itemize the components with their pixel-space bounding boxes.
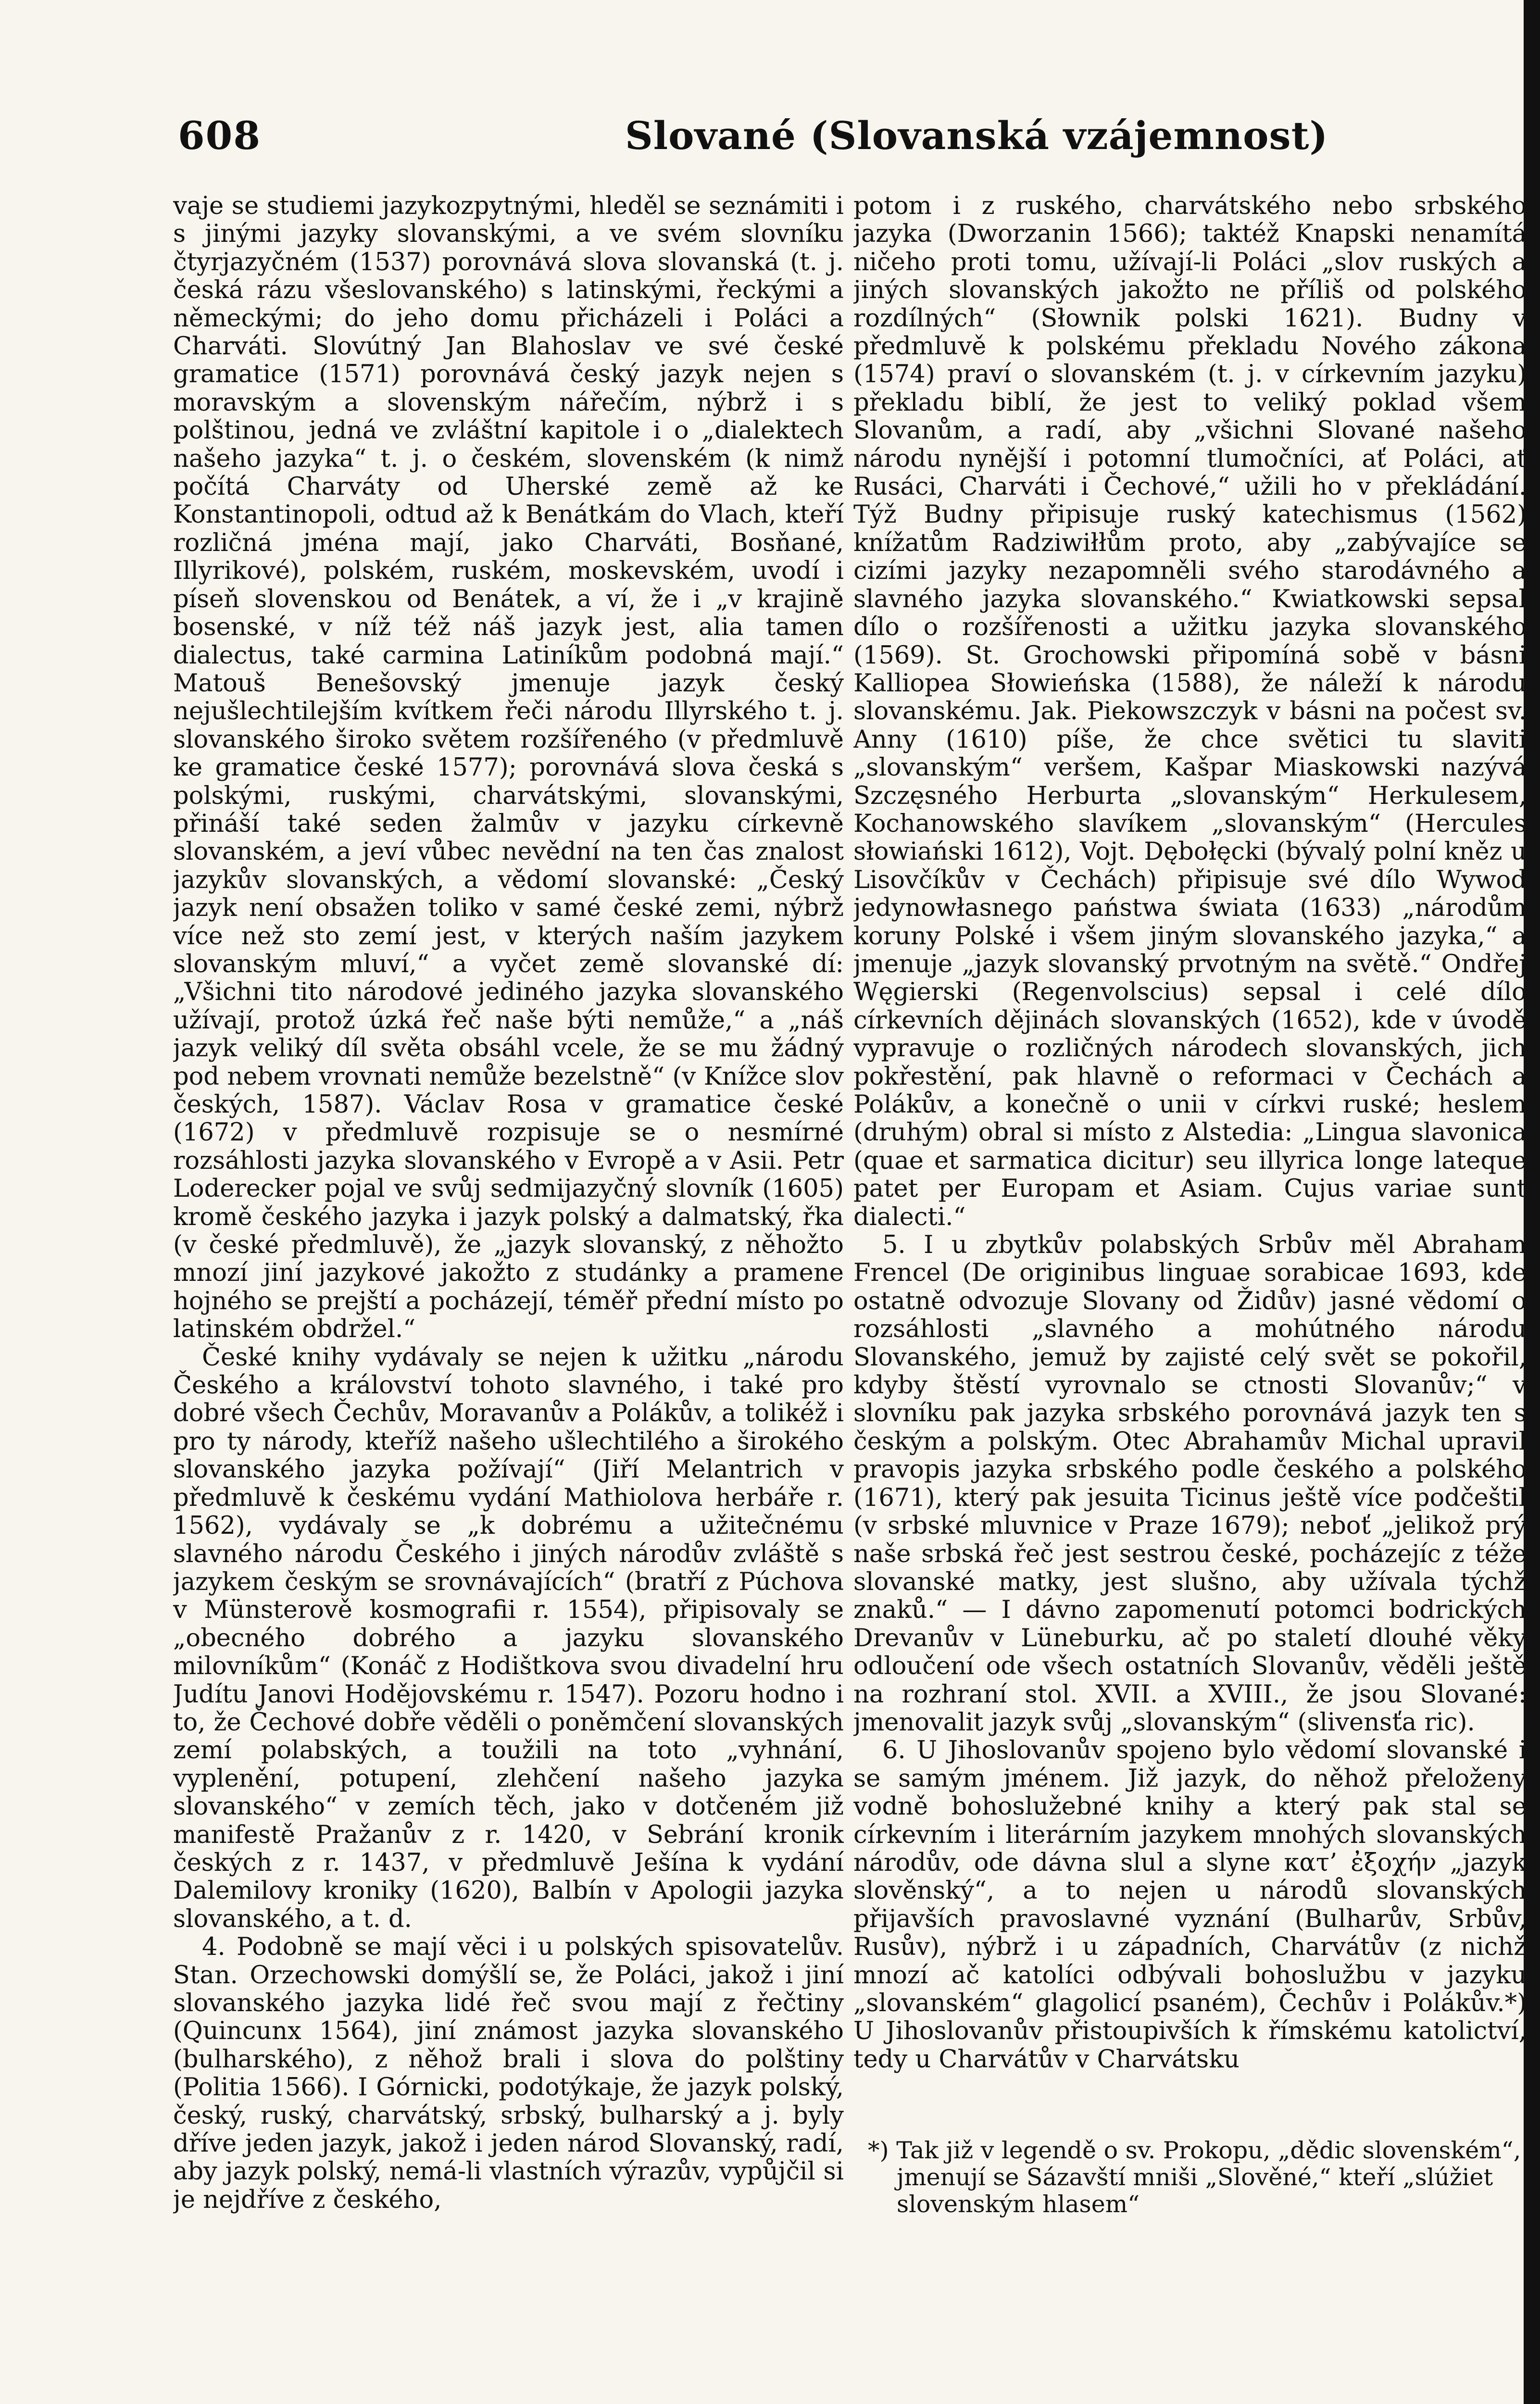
footnote <box>853 2137 1527 2281</box>
paragraph: 4. Podobně se mají věci i u polských spisovatelův. Stan. Orzechowski domýšlí se, že Poláci, jakož i jiní slovanského jazyka lidé řeč svou mají z řečtiny (Quincunx 1564), jiní známost jazyka slovanského (bulharského), z něhož brali i slova do polštiny (Politia 1566). I Górnicki, podotýkaje, že jazyk polský, český, ruský, charvátský, srbský, bulharský a j. byly dříve jeden jazyk, jakož i jeden národ Slovanský, radí, aby jazyk polský, nemá-li vlastních výrazův, vypůjčil si je nejdříve z českého, <box>173 1933 844 2214</box>
paragraph: vaje se studiemi jazykozpytnými, hleděl se seznámiti i s jinými jazyky slovanskými, a ve svém slovníku čtyrjazyčném (1537) porovnává slova slovanská (t. j. česká rázu všeslovanského) s latinskými, řeckými a německými; do jeho domu přicházeli i Poláci a Charváti. Slovútný Jan Blahoslav ve své české gramatice (1571) porovnává český jazyk nejen s moravským a slovenským nářečím, nýbrž i s polštinou, jedná ve zvláštní kapitole i o „dialektech našeho jazyka“ t. j. o českém, slovenském (k nimž počítá Charváty od Uherské země až ke Konstantinopoli, odtud až k Benátkám do Vlach, kteří rozličná jména mají, jako Charváti, Bosňané, Illyrikové), polském, ruském, moskevském, uvodí i píseň slovenskou od Benátek, a ví, že i „v krajině bosenské, v níž též náš jazyk jest, alia tamen dialectus, také carmina Latiníkům podobná mají.“ Matouš Benešovský jmenuje jazyk český nejušlechtilejším kvítkem řeči národu Illyrského t. j. slovanského široko světem rozšířeného (v předmluvě ke gramatice české 1577); porovnává slova česká s polskými, ruskými, charvátskými, slovanskými, přináší také seden žalmův v jazyku církevně slovanském, a jeví vůbec nevědní na ten čas znalost jazykův slovanských, a vědomí slovanské: „Český jazyk není obsažen toliko v samé české zemi, nýbrž více než sto zemí jest, v kterých naším jazykem slovanským mluví,“ a vyčet země slovanské dí: „Všichni tito národové jediného jazyka slovanského užívají, protož úzká řeč naše býti nemůže,“ a „náš jazyk veliký díl světa obsáhl vcele, že se mu žádný pod nebem vrovnati nemůže bezelstně“ (v Knížce slov českých, 1587). Václav Rosa v gramatice české (1672) v předmluvě rozpisuje se o nesmírné rozsáhlosti jazyka slovanského v Evropě a v Asii. Petr Loderecker pojal ve svůj sedmijazyčný slovník (1605) kromě českého jazyka i jazyk polský a dalmatský, řka (v české předmluvě), že „jazyk slovanský, z něhožto mnozí jiní jazykové jakožto z studánky a pramene hojného se prejští a pocházejí, téměř přední místo po latinském obdržel.“ <box>173 192 844 1344</box>
footnote-text: *) Tak již v legendě o sv. Prokopu, „dědic slovenském“, jmenují se Sázavští mniši „Slověné,“ kteří „slúžiet slovenským hlasem“ <box>868 2137 1521 2218</box>
paragraph: potom i z ruského, charvátského nebo srbského jazyka (Dworzanin 1566); taktéž Knapski nenamítá ničeho proti tomu, užívají-li Poláci „slov ruských a jiných slovanských jakožto ne příliš od polského rozdílných“ (Słownik polski 1621). Budny v předmluvě k polskému překladu Nového zákona (1574) praví o slovanském (t. j. v církevním jazyku) překladu biblí, že jest to veliký poklad všem Slovanům, a radí, aby „všichni Slované našeho národu nynější i potomní tlumočníci, ať Poláci, ať Rusáci, Charváti i Čechové,“ užili ho v překládání. Týž Budny připisuje ruský katechismus (1562) knížatům Radziwiłłům proto, aby „zabývajíce se cizími jazyky nezapomněli svého starodávného a slavného jazyka slovanského.“ Kwiatkowski sepsal dílo o rozšířenosti a užitku jazyka slovanského (1569). St. Grochowski připomíná sobě v básni Kalliopea Słowieńska (1588), že náleží k národu slovanskému. Jak. Piekowszczyk v básni na počest sv. Anny (1610) píše, že chce světici tu slaviti „slovanským“ veršem, Kašpar Miaskowski nazývá Szczęsného Herburta „slovanským“ Herkulesem, Kochanowského slavíkem „slovanským“ (Hercules słowiański 1612), Vojt. Dębołęcki (bývalý polní kněz u Lisovčíkův v Čechách) připisuje své dílo Wywod jedynowłasnego państwa świata (1633) „národům koruny Polské i všem jiným slovanského jazyka,“ a jmenuje „jazyk slovanský prvotným na světě.“ Ondřej Węgierski (Regenvolscius) sepsal i celé dílo církevních dějinách slovanských (1652), kde v úvodě vypravuje o rozličných národech slovanských, jich pokřestění, pak hlavně o reformaci v Čechách a Polákův, a konečně o unii v církvi ruské; heslem (druhým) obral si místo z Alstedia: „Lingua slavonica (quae et sarmatica dicitur) seu illyrica longe lateque patet per Europam et Asiam. Cujus variae sunt dialecti.“ <box>853 192 1527 1231</box>
left-text-column <box>173 192 844 2332</box>
paragraph: České knihy vydávaly se nejen k užitku „národu Českého a království tohoto slavného, i také pro dobré všech Čechův, Moravanův a Polákův, a tolikéž i pro ty národy, kteříž našeho ušlechtilého a širokého slovanského jazyka požívají“ (Jiří Melantrich v předmluvě k českému vydání Mathiolova herbáře r. 1562), vydávaly se „k dobrému a užitečnému slavného národu Českého i jiných národův zvláště s jazykem českým se srovnávajících“ (bratří z Púchova v Münsterově kosmografii r. 1554), připisovaly se „obecného dobrého a jazyku slovanského milovníkům“ (Konáč z Hodištkova svou divadelní hru Judítu Janovi Hodějovskému r. 1547). Pozoru hodno i to, že Čechové dobře věděli o poněmčení slovanských zemí polabských, a toužili na toto „vyhnání, vyplenění, potupení, zlehčení našeho jazyka slovanského“ v zemích těch, jako v dotčeném již manifestě Pražanův z r. 1420, v Sebrání kronik českých z r. 1437, v předmluvě Ješína k vydání Dalemilovy kroniky (1620), Balbín v Apologii jazyka slovanského, a t. d. <box>173 1343 844 1933</box>
page-header <box>173 99 1490 171</box>
paragraph: 6. U Jihoslovanův spojeno bylo vědomí slovanské i se samým jménem. Již jazyk, do něhož přeloženy vodně bohoslužebné knihy a který pak stal se církevním i literárním jazykem mnohých slovanských národův, ode dávna slul a slyne κατ’ ἐξοχήν „jazyk slověnský“, a to nejen u národů slovanských přijavších pravoslavné vyznání (Bulharův, Srbův, Rusův), nýbrž i u západních, Charvátův (z nichž mnozí ač katolíci odbývali bohoslužbu v jazyku „slovanském“ glagolicí psaném), Čechův i Polákův.*) U Jihoslovanův přistoupivších k římskému katolictví, tedy u Charvátův v Charvátsku <box>853 1736 1527 2074</box>
right-text-column <box>853 192 1527 2332</box>
page-number: 608 <box>178 113 261 158</box>
running-head: Slované (Slovanská vzájemnost) <box>625 113 1328 158</box>
paragraph: 5. I u zbytkův polabských Srbův měl Abraham Frencel (De originibus linguae sorabicae 1693, kde ostatně odvozuje Slovany od Židův) jasné vědomí o rozsáhlosti „slavného a mohútného národu Slovanského, jemuž by zajisté celý svět se pokořil, kdyby štěstí vyrovnalo se ctnosti Slovanův;“ v slovníku pak jazyka srbského porovnává jazyk ten s českým a polským. Otec Abrahamův Michal upravil pravopis jazyka srbského podle českého a polského (1671), který pak jesuita Ticinus ještě více podčeštil (v srbské mluvnice v Praze 1679); neboť „jelikož prý naše srbská řeč jest sestrou české, pocházejíc z téže slovanské matky, jest slušno, aby užívala týchž znaků.“ — I dávno zapomenutí potomci bodrických Drevanův v Lüneburku, ač po staletí dlouhé věky odloučení ode všech ostatních Slovanův, věděli ještě na rozhraní stol. XVII. a XVIII., že jsou Slované: jmenovalit jazyk svůj „slovanským“ (slivensťa ric). <box>853 1231 1527 1737</box>
